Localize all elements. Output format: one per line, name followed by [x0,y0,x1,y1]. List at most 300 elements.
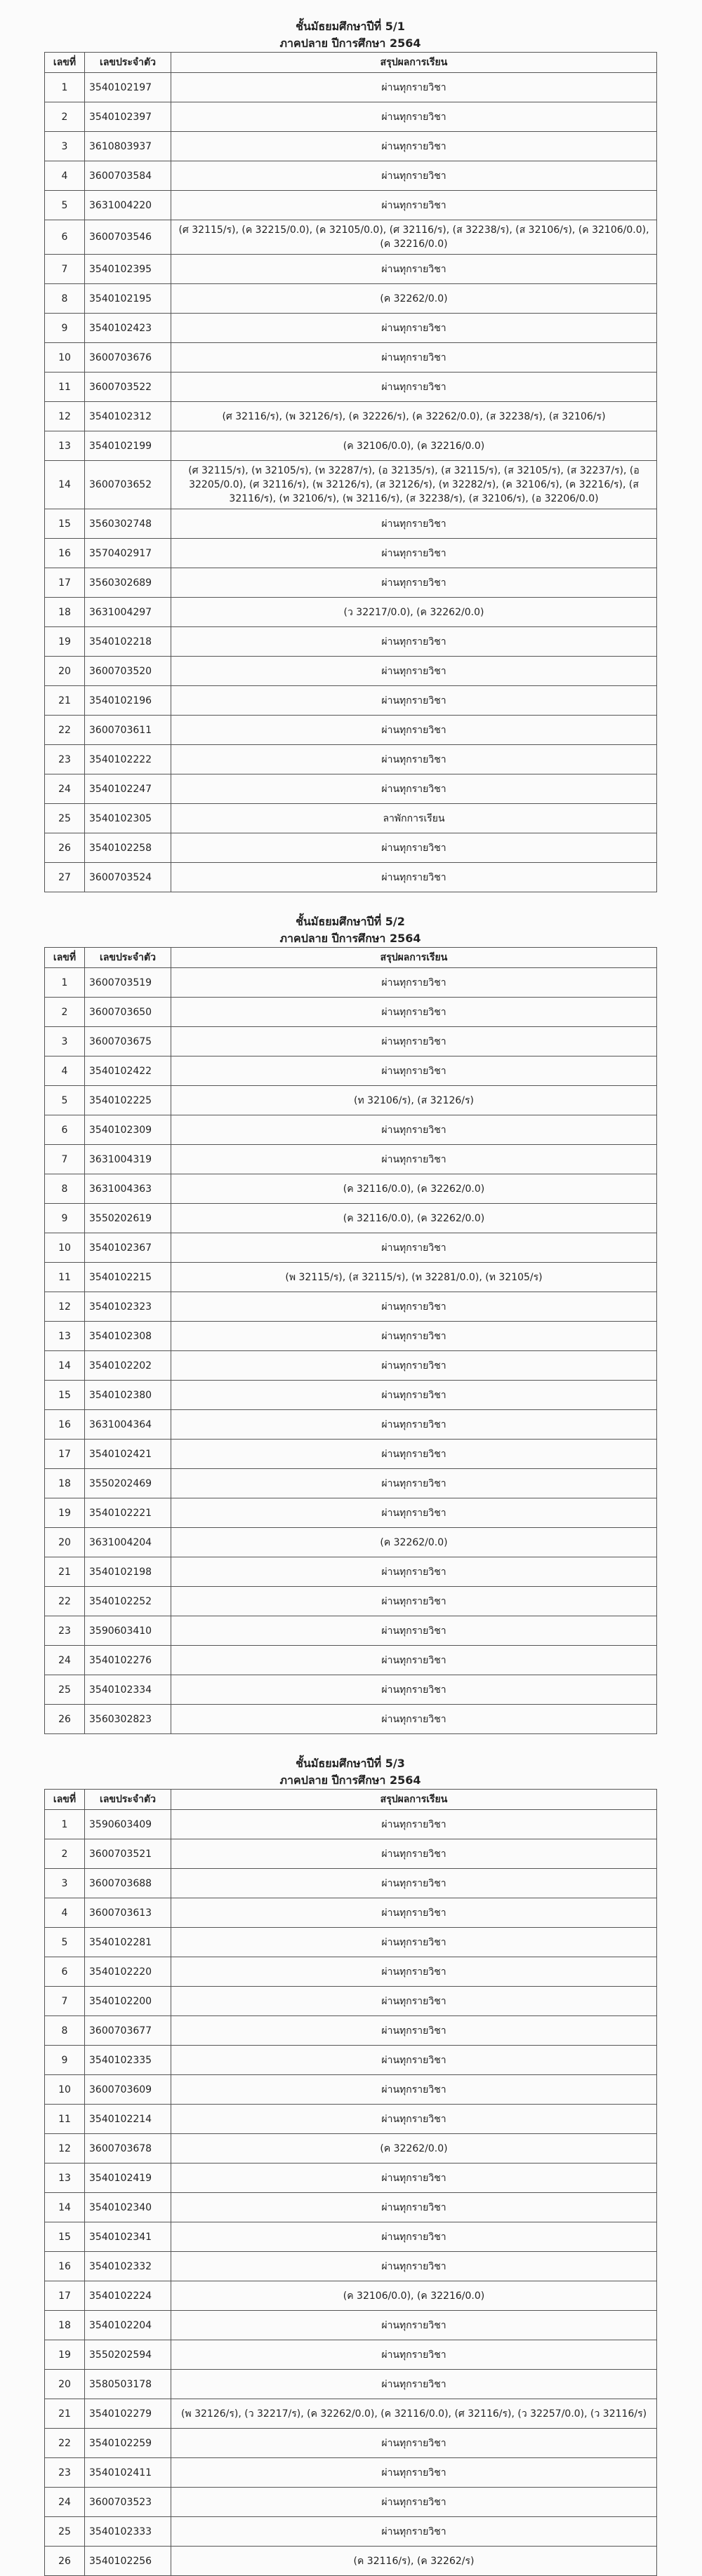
cell-no: 14 [45,461,85,509]
table-row [45,1587,657,1616]
cell-student-id: 3631004319 [85,1145,171,1174]
cell-student-id: 3540102332 [85,2252,171,2281]
cell-no: 2 [45,1839,85,1869]
cell-no: 25 [45,2517,85,2547]
results-table [44,52,657,892]
table-row [45,657,657,686]
cell-result: ผ่านทุกรายวิชา [171,774,657,804]
cell-result: ผ่านทุกรายวิชา [171,1675,657,1705]
cell-result: ผ่านทุกรายวิชา [171,2311,657,2340]
table-row [45,1869,657,1898]
cell-no: 2 [45,998,85,1027]
cell-no: 6 [45,1115,85,1145]
cell-no: 19 [45,2340,85,2370]
table-row [45,1174,657,1204]
class-section [44,18,656,892]
table-row [45,863,657,892]
table-row [45,2134,657,2164]
cell-no: 26 [45,1705,85,1734]
table-row [45,1987,657,2016]
cell-no: 4 [45,1898,85,1928]
cell-student-id: 3540102395 [85,255,171,284]
cell-result: (ค 32262/0.0) [171,1528,657,1557]
cell-student-id: 3550202469 [85,1469,171,1498]
class-section [44,913,656,1734]
table-row [45,132,657,161]
cell-no: 20 [45,657,85,686]
table-row [45,2429,657,2458]
cell-result: ผ่านทุกรายวิชา [171,1115,657,1145]
cell-student-id: 3600703677 [85,2016,171,2046]
cell-student-id: 3590603410 [85,1616,171,1646]
cell-student-id: 3540102334 [85,1675,171,1705]
cell-no: 4 [45,161,85,191]
cell-no: 19 [45,1498,85,1528]
cell-result: ผ่านทุกรายวิชา [171,833,657,863]
cell-no: 2 [45,102,85,132]
cell-result: ลาพักการเรียน [171,804,657,833]
cell-result: ผ่านทุกรายวิชา [171,509,657,539]
cell-result: ผ่านทุกรายวิชา [171,1810,657,1839]
cell-no: 14 [45,1351,85,1381]
cell-no: 7 [45,1987,85,2016]
header-no: เลขที่ [45,53,85,73]
cell-no: 9 [45,2046,85,2075]
header-result: สรุปผลการเรียน [171,1790,657,1810]
cell-student-id: 3540102276 [85,1646,171,1675]
cell-student-id: 3600703524 [85,863,171,892]
table-row [45,191,657,220]
cell-student-id: 3540102200 [85,1987,171,2016]
class-section [44,1755,656,2576]
cell-no: 25 [45,804,85,833]
table-row [45,968,657,998]
cell-no: 18 [45,1469,85,1498]
table-row [45,73,657,102]
table-row [45,2547,657,2576]
cell-student-id: 3610803937 [85,132,171,161]
cell-result: ผ่านทุกรายวิชา [171,73,657,102]
cell-no: 23 [45,2458,85,2488]
cell-student-id: 3560302748 [85,509,171,539]
cell-no: 26 [45,2547,85,2576]
cell-student-id: 3540102333 [85,2517,171,2547]
cell-result: ผ่านทุกรายวิชา [171,627,657,657]
cell-student-id: 3600703546 [85,220,171,255]
section-subtitle: ภาคปลาย ปีการศึกษา 2564 [279,36,421,50]
cell-student-id: 3600703521 [85,1839,171,1869]
table-row [45,255,657,284]
section-subtitle: ภาคปลาย ปีการศึกษา 2564 [279,1773,421,1787]
cell-student-id: 3540102279 [85,2399,171,2429]
cell-student-id: 3540102323 [85,1292,171,1322]
cell-result: (ค 32116/0.0), (ค 32262/0.0) [171,1174,657,1204]
cell-result: ผ่านทุกรายวิชา [171,1869,657,1898]
table-row [45,161,657,191]
cell-no: 12 [45,1292,85,1322]
cell-no: 17 [45,2281,85,2311]
cell-result: ผ่านทุกรายวิชา [171,1646,657,1675]
cell-student-id: 3540102421 [85,1440,171,1469]
cell-result: ผ่านทุกรายวิชา [171,2193,657,2222]
cell-no: 10 [45,2075,85,2105]
table-header-row [45,1790,657,1810]
table-row [45,1440,657,1469]
table-header-row [45,948,657,968]
table-row [45,1528,657,1557]
table-row [45,314,657,343]
cell-no: 16 [45,2252,85,2281]
cell-student-id: 3631004297 [85,598,171,627]
table-row [45,461,657,509]
table-row [45,1839,657,1869]
cell-result: ผ่านทุกรายวิชา [171,1705,657,1734]
cell-result: ผ่านทุกรายวิชา [171,1469,657,1498]
cell-student-id: 3540102221 [85,1498,171,1528]
cell-student-id: 3540102225 [85,1086,171,1115]
cell-student-id: 3631004204 [85,1528,171,1557]
cell-no: 9 [45,314,85,343]
cell-no: 16 [45,1410,85,1440]
cell-no: 10 [45,1233,85,1263]
table-row [45,2075,657,2105]
cell-student-id: 3540102198 [85,1557,171,1587]
table-row [45,373,657,402]
cell-no: 18 [45,2311,85,2340]
cell-result: ผ่านทุกรายวิชา [171,2222,657,2252]
cell-no: 22 [45,716,85,745]
table-row [45,1469,657,1498]
table-row [45,102,657,132]
table-row [45,627,657,657]
cell-no: 27 [45,863,85,892]
table-row [45,1928,657,1957]
table-row [45,1115,657,1145]
table-row [45,568,657,598]
table-row [45,539,657,568]
table-row [45,774,657,804]
cell-result: ผ่านทุกรายวิชา [171,132,657,161]
cell-no: 10 [45,343,85,373]
cell-result: ผ่านทุกรายวิชา [171,998,657,1027]
cell-result: ผ่านทุกรายวิชา [171,2340,657,2370]
table-header-row [45,53,657,73]
cell-student-id: 3540102224 [85,2281,171,2311]
cell-student-id: 3600703650 [85,998,171,1027]
cell-no: 3 [45,132,85,161]
cell-student-id: 3540102397 [85,102,171,132]
table-row [45,2105,657,2134]
cell-no: 20 [45,1528,85,1557]
cell-no: 3 [45,1027,85,1056]
table-row [45,2016,657,2046]
header-result: สรุปผลการเรียน [171,948,657,968]
cell-student-id: 3600703520 [85,657,171,686]
cell-student-id: 3540102341 [85,2222,171,2252]
cell-no: 21 [45,1557,85,1587]
cell-result: (ค 32106/0.0), (ค 32216/0.0) [171,431,657,461]
cell-no: 21 [45,686,85,716]
cell-no: 13 [45,1322,85,1351]
table-row [45,804,657,833]
cell-student-id: 3540102222 [85,745,171,774]
table-row [45,2193,657,2222]
cell-result: ผ่านทุกรายวิชา [171,373,657,402]
cell-result: (ค 32116/ร), (ค 32262/ร) [171,2547,657,2576]
table-row [45,1351,657,1381]
cell-student-id: 3550202594 [85,2340,171,2370]
cell-result: (พ 32126/ร), (ว 32217/ร), (ค 32262/0.0), (ค 32116/0.0), (ศ 32116/ร), (ว 32257/0.0), (ว 32116/ร) [171,2399,657,2429]
cell-no: 1 [45,73,85,102]
table-row [45,998,657,1027]
table-row [45,1027,657,1056]
cell-result: ผ่านทุกรายวิชา [171,1410,657,1440]
table-row [45,2046,657,2075]
table-row [45,2252,657,2281]
cell-result: (ค 32116/0.0), (ค 32262/0.0) [171,1204,657,1233]
header-student-id: เลขประจำตัว [85,948,171,968]
cell-student-id: 3540102202 [85,1351,171,1381]
cell-result: (ศ 32115/ร), (ท 32105/ร), (ท 32287/ร), (อ 32135/ร), (ส 32115/ร), (ส 32105/ร), (ส 32237/ร), (อ 32205/0.0), (ศ 32116/ร), (พ 32126/ร), (ส 32126/ร), (ท 32282/ร), (ค 32106/ร), (ค 32216/ร), (ส 32116/ร), (ท 32106/ร), (พ 32116/ร), (ส 32238/ร), (ส 32106/ร), (อ 32206/0.0) [171,461,657,509]
cell-result: ผ่านทุกรายวิชา [171,539,657,568]
table-row [45,220,657,255]
table-row [45,1056,657,1086]
cell-result: ผ่านทุกรายวิชา [171,2517,657,2547]
cell-result: ผ่านทุกรายวิชา [171,1616,657,1646]
cell-result: ผ่านทุกรายวิชา [171,1145,657,1174]
cell-no: 24 [45,774,85,804]
cell-student-id: 3560302823 [85,1705,171,1734]
table-row [45,343,657,373]
cell-no: 23 [45,745,85,774]
table-row [45,1410,657,1440]
cell-no: 11 [45,2105,85,2134]
cell-student-id: 3540102199 [85,431,171,461]
cell-result: ผ่านทุกรายวิชา [171,1381,657,1410]
table-row [45,1616,657,1646]
section-title: ชั้นมัธยมศึกษาปีที่ 5/2 [296,915,405,928]
table-row [45,1292,657,1322]
cell-student-id: 3540102309 [85,1115,171,1145]
table-row [45,2340,657,2370]
cell-result: (ศ 32115/ร), (ค 32215/0.0), (ค 32105/0.0), (ศ 32116/ร), (ส 32238/ร), (ส 32106/ร), (ค 32106/0.0), (ค 32216/0.0) [171,220,657,255]
cell-no: 1 [45,968,85,998]
cell-result: ผ่านทุกรายวิชา [171,968,657,998]
cell-no: 16 [45,539,85,568]
cell-student-id: 3600703678 [85,2134,171,2164]
cell-student-id: 3540102411 [85,2458,171,2488]
cell-student-id: 3540102256 [85,2547,171,2576]
cell-result: ผ่านทุกรายวิชา [171,102,657,132]
cell-no: 20 [45,2370,85,2399]
cell-result: ผ่านทุกรายวิชา [171,2458,657,2488]
cell-result: ผ่านทุกรายวิชา [171,1928,657,1957]
cell-student-id: 3540102218 [85,627,171,657]
cell-result: ผ่านทุกรายวิชา [171,1292,657,1322]
cell-result: ผ่านทุกรายวิชา [171,161,657,191]
cell-result: ผ่านทุกรายวิชา [171,2252,657,2281]
cell-no: 12 [45,2134,85,2164]
cell-student-id: 3540102305 [85,804,171,833]
cell-student-id: 3600703688 [85,1869,171,1898]
table-row [45,1498,657,1528]
cell-result: ผ่านทุกรายวิชา [171,2046,657,2075]
cell-student-id: 3540102281 [85,1928,171,1957]
cell-result: ผ่านทุกรายวิชา [171,191,657,220]
cell-no: 15 [45,2222,85,2252]
table-row [45,1086,657,1115]
table-row [45,1898,657,1928]
table-row [45,431,657,461]
cell-result: ผ่านทุกรายวิชา [171,568,657,598]
cell-student-id: 3631004364 [85,1410,171,1440]
cell-student-id: 3590603409 [85,1810,171,1839]
cell-result: ผ่านทุกรายวิชา [171,1898,657,1928]
cell-result: (ค 32262/0.0) [171,2134,657,2164]
cell-student-id: 3600703676 [85,343,171,373]
cell-no: 8 [45,284,85,314]
cell-no: 13 [45,2164,85,2193]
table-row [45,2222,657,2252]
cell-no: 12 [45,402,85,431]
header-student-id: เลขประจำตัว [85,53,171,73]
cell-result: ผ่านทุกรายวิชา [171,2488,657,2517]
cell-result: ผ่านทุกรายวิชา [171,2016,657,2046]
table-row [45,1204,657,1233]
cell-result: ผ่านทุกรายวิชา [171,1440,657,1469]
cell-no: 24 [45,1646,85,1675]
cell-student-id: 3540102197 [85,73,171,102]
cell-no: 7 [45,1145,85,1174]
cell-student-id: 3540102423 [85,314,171,343]
cell-result: ผ่านทุกรายวิชา [171,314,657,343]
cell-student-id: 3540102367 [85,1233,171,1263]
cell-no: 6 [45,220,85,255]
cell-student-id: 3560302689 [85,568,171,598]
table-row [45,2399,657,2429]
header-no: เลขที่ [45,948,85,968]
section-subtitle: ภาคปลาย ปีการศึกษา 2564 [279,932,421,945]
header-no: เลขที่ [45,1790,85,1810]
cell-result: ผ่านทุกรายวิชา [171,2370,657,2399]
cell-result: (ค 32262/0.0) [171,284,657,314]
cell-student-id: 3600703609 [85,2075,171,2105]
cell-student-id: 3540102214 [85,2105,171,2134]
cell-student-id: 3540102308 [85,1322,171,1351]
cell-result: ผ่านทุกรายวิชา [171,1587,657,1616]
cell-student-id: 3540102220 [85,1957,171,1987]
cell-result: ผ่านทุกรายวิชา [171,1351,657,1381]
table-row [45,2517,657,2547]
cell-student-id: 3540102422 [85,1056,171,1086]
cell-no: 1 [45,1810,85,1839]
cell-result: (ว 32217/0.0), (ค 32262/0.0) [171,598,657,627]
cell-no: 15 [45,509,85,539]
cell-no: 6 [45,1957,85,1987]
cell-result: ผ่านทุกรายวิชา [171,863,657,892]
cell-result: (ค 32106/0.0), (ค 32216/0.0) [171,2281,657,2311]
cell-student-id: 3580503178 [85,2370,171,2399]
cell-student-id: 3600703652 [85,461,171,509]
cell-student-id: 3600703523 [85,2488,171,2517]
cell-no: 5 [45,1928,85,1957]
cell-no: 5 [45,191,85,220]
table-row [45,2488,657,2517]
cell-no: 21 [45,2399,85,2429]
cell-student-id: 3550202619 [85,1204,171,1233]
table-row [45,2458,657,2488]
table-row [45,1263,657,1292]
cell-result: ผ่านทุกรายวิชา [171,255,657,284]
cell-student-id: 3540102195 [85,284,171,314]
cell-no: 22 [45,1587,85,1616]
table-row [45,402,657,431]
cell-no: 25 [45,1675,85,1705]
table-row [45,284,657,314]
cell-result: (พ 32115/ร), (ส 32115/ร), (ท 32281/0.0), (ท 32105/ร) [171,1263,657,1292]
cell-student-id: 3540102252 [85,1587,171,1616]
cell-student-id: 3540102419 [85,2164,171,2193]
table-row [45,1322,657,1351]
table-row [45,2311,657,2340]
table-row [45,2281,657,2311]
cell-student-id: 3600703611 [85,716,171,745]
cell-no: 17 [45,568,85,598]
cell-student-id: 3570402917 [85,539,171,568]
cell-result: (ศ 32116/ร), (พ 32126/ร), (ค 32226/ร), (ค 32262/0.0), (ส 32238/ร), (ส 32106/ร) [171,402,657,431]
cell-no: 9 [45,1204,85,1233]
cell-no: 5 [45,1086,85,1115]
table-row [45,1145,657,1174]
cell-result: ผ่านทุกรายวิชา [171,2164,657,2193]
table-row [45,1705,657,1734]
cell-student-id: 3540102312 [85,402,171,431]
cell-result: ผ่านทุกรายวิชา [171,1987,657,2016]
cell-student-id: 3600703613 [85,1898,171,1928]
cell-no: 8 [45,2016,85,2046]
table-row [45,598,657,627]
cell-result: ผ่านทุกรายวิชา [171,1557,657,1587]
results-table [44,1789,657,2576]
cell-no: 17 [45,1440,85,1469]
cell-student-id: 3600703584 [85,161,171,191]
cell-no: 26 [45,833,85,863]
table-row [45,1810,657,1839]
cell-result: ผ่านทุกรายวิชา [171,2075,657,2105]
table-row [45,686,657,716]
cell-student-id: 3600703675 [85,1027,171,1056]
section-title: ชั้นมัธยมศึกษาปีที่ 5/3 [296,1757,405,1770]
cell-student-id: 3540102259 [85,2429,171,2458]
cell-student-id: 3540102204 [85,2311,171,2340]
cell-result: ผ่านทุกรายวิชา [171,1027,657,1056]
results-table [44,947,657,1734]
table-row [45,716,657,745]
cell-result: ผ่านทุกรายวิชา [171,657,657,686]
cell-result: ผ่านทุกรายวิชา [171,1056,657,1086]
cell-result: ผ่านทุกรายวิชา [171,343,657,373]
cell-student-id: 3631004220 [85,191,171,220]
section-title: ชั้นมัธยมศึกษาปีที่ 5/1 [296,20,405,33]
cell-no: 13 [45,431,85,461]
cell-no: 14 [45,2193,85,2222]
cell-no: 11 [45,1263,85,1292]
table-row [45,2370,657,2399]
header-result: สรุปผลการเรียน [171,53,657,73]
cell-result: ผ่านทุกรายวิชา [171,1957,657,1987]
header-student-id: เลขประจำตัว [85,1790,171,1810]
table-row [45,509,657,539]
